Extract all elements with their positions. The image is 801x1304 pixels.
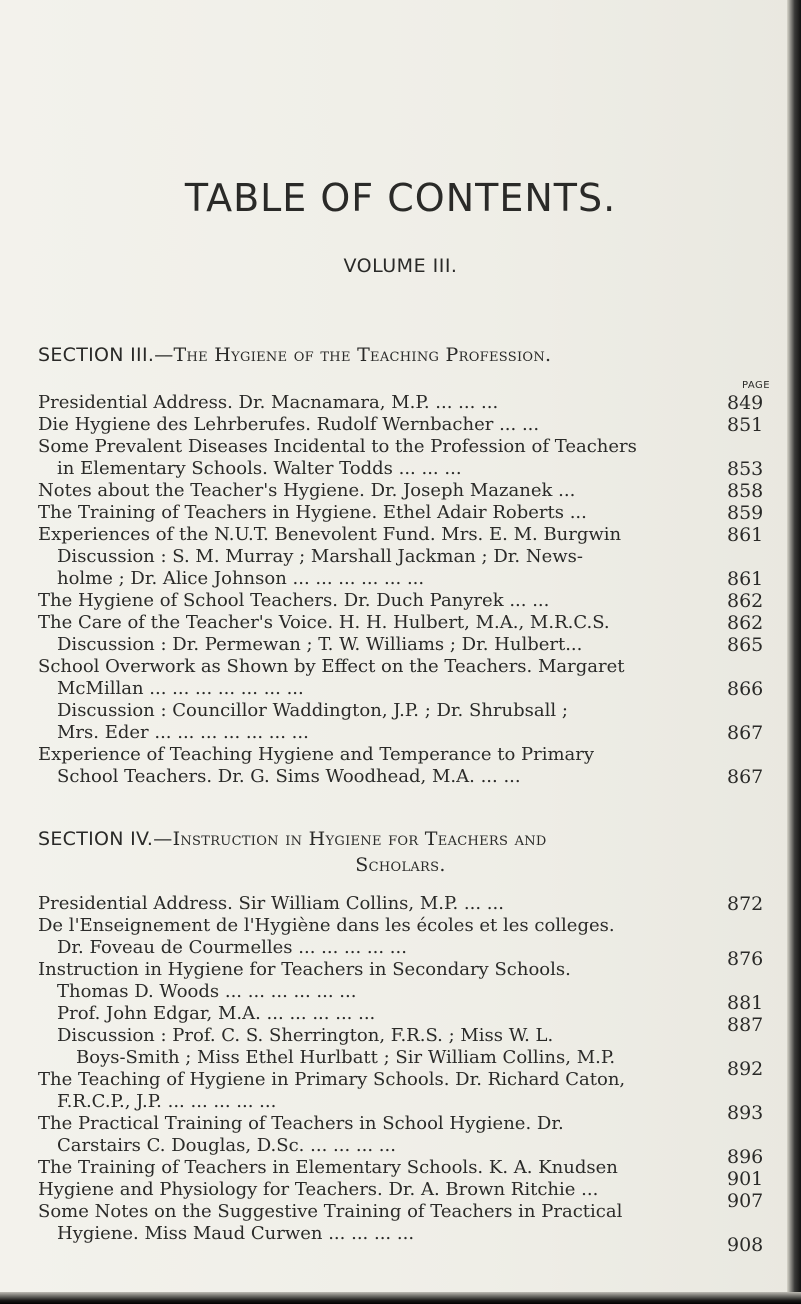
toc-entry-text: holme ; Dr. Alice Johnson ... ... ... ... ... ... bbox=[57, 568, 425, 589]
section-3-heading bbox=[38, 342, 761, 368]
toc-entry-text: The Training of Teachers in Hygiene. Ethel Adair Roberts ... bbox=[38, 502, 587, 523]
toc-entry-page: 887 bbox=[727, 1014, 764, 1036]
section-3-label: SECTION III. bbox=[38, 344, 155, 366]
toc-entry-page: 901 bbox=[727, 1168, 764, 1190]
toc-entry-page: 861 bbox=[727, 524, 764, 546]
toc-entry-text: in Elementary Schools. Walter Todds ... ... ... bbox=[57, 458, 462, 479]
toc-entry-page: 866 bbox=[727, 678, 764, 700]
toc-entry-page: 908 bbox=[727, 1234, 764, 1256]
toc-entry-page: 862 bbox=[727, 590, 764, 612]
toc-entry-text: The Teaching of Hygiene in Primary Schools. Dr. Richard Caton, bbox=[38, 1069, 626, 1090]
toc-entry-page: 876 bbox=[727, 948, 764, 970]
toc-entry-text: The Training of Teachers in Elementary Schools. K. A. Knudsen bbox=[38, 1157, 618, 1178]
toc-entry-text: Carstairs C. Douglas, D.Sc. ... ... ... ... bbox=[57, 1135, 396, 1156]
toc-entry-text: Presidential Address. Dr. Macnamara, M.P. ... ... ... bbox=[38, 392, 499, 413]
section-4-title-line1: Instruction in Hygiene for Teachers and bbox=[172, 828, 547, 850]
toc-entry-text: School Overwork as Shown by Effect on the Teachers. Margaret bbox=[38, 656, 625, 677]
page-title: TABLE OF CONTENTS. bbox=[184, 176, 617, 220]
toc-entry-text: School Teachers. Dr. G. Sims Woodhead, M.A. ... ... bbox=[57, 766, 521, 787]
toc-entry-text: Experience of Teaching Hygiene and Temperance to Primary bbox=[38, 744, 595, 765]
toc-entry-text: Mrs. Eder ... ... ... ... ... ... ... bbox=[57, 722, 309, 743]
toc-entry-text: The Practical Training of Teachers in School Hygiene. Dr. bbox=[38, 1113, 564, 1134]
section-3-dash: — bbox=[154, 344, 174, 366]
toc-entry-text: The Hygiene of School Teachers. Dr. Duch Panyrek ... ... bbox=[38, 590, 550, 611]
toc-entry-page: 893 bbox=[727, 1102, 764, 1124]
section-4-title-line2: Scholars. bbox=[355, 854, 446, 876]
volume-heading: VOLUME III. bbox=[343, 255, 458, 277]
toc-entry-page: 892 bbox=[727, 1058, 764, 1080]
toc-entry-text: Presidential Address. Sir William Collins, M.P. ... ... bbox=[38, 893, 504, 914]
toc-entry-text: Boys-Smith ; Miss Ethel Hurlbatt ; Sir William Collins, M.P. bbox=[76, 1047, 616, 1068]
page-right-edge-shadow bbox=[787, 0, 801, 1304]
toc-entry-text: Die Hygiene des Lehrberufes. Rudolf Wernbacher ... ... bbox=[38, 414, 540, 435]
toc-entry-text: Discussion : Prof. C. S. Sherrington, F.R.S. ; Miss W. L. bbox=[57, 1025, 554, 1046]
toc-entry-text: De l'Enseignement de l'Hygiène dans les écoles et les colleges. bbox=[38, 915, 615, 936]
toc-entry-page: 849 bbox=[727, 392, 764, 414]
toc-entry-page: 861 bbox=[727, 568, 764, 590]
toc-entry-page: 872 bbox=[727, 893, 764, 915]
section-4-heading-cont bbox=[0, 852, 801, 878]
toc-entry-text: Discussion : S. M. Murray ; Marshall Jackman ; Dr. News- bbox=[57, 546, 583, 567]
toc-entry-page: 881 bbox=[727, 992, 764, 1014]
toc-entry-text: Hygiene and Physiology for Teachers. Dr. A. Brown Ritchie ... bbox=[38, 1179, 599, 1200]
toc-entry-text: McMillan ... ... ... ... ... ... ... bbox=[57, 678, 304, 699]
toc-entry-text: Some Prevalent Diseases Incidental to the Profession of Teachers bbox=[38, 436, 637, 457]
toc-entry-text: Discussion : Dr. Permewan ; T. W. Williams ; Dr. Hulbert... bbox=[57, 634, 583, 655]
page-bottom-edge-shadow bbox=[0, 1292, 801, 1304]
toc-entry-page: 851 bbox=[727, 414, 764, 436]
toc-entry-text: Discussion : Councillor Waddington, J.P. ; Dr. Shrubsall ; bbox=[57, 700, 568, 721]
section-4-dash: — bbox=[153, 828, 173, 850]
toc-entry-text: Experiences of the N.U.T. Benevolent Fund. Mrs. E. M. Burgwin bbox=[38, 524, 622, 545]
toc-entry-text: Prof. John Edgar, M.A. ... ... ... ... ... bbox=[57, 1003, 376, 1024]
toc-entry-text: F.R.C.P., J.P. ... ... ... ... ... bbox=[57, 1091, 277, 1112]
toc-entry-page: 862 bbox=[727, 612, 764, 634]
toc-entry-page: 907 bbox=[727, 1190, 764, 1212]
toc-entry-page: 853 bbox=[727, 458, 764, 480]
toc-entry-text: Dr. Foveau de Courmelles ... ... ... ... ... bbox=[57, 937, 407, 958]
toc-entry-page: 867 bbox=[727, 722, 764, 744]
section-3-title: The Hygiene of the Teaching Profession. bbox=[173, 344, 552, 366]
toc-entry-text: Thomas D. Woods ... ... ... ... ... ... bbox=[57, 981, 357, 1002]
toc-entry-text: Hygiene. Miss Maud Curwen ... ... ... ... bbox=[57, 1223, 415, 1244]
page-column-label: PAGE bbox=[742, 380, 771, 391]
toc-entry-text: The Care of the Teacher's Voice. H. H. Hulbert, M.A., M.R.C.S. bbox=[38, 612, 610, 633]
toc-entry-page: 858 bbox=[727, 480, 764, 502]
toc-entry-page: 867 bbox=[727, 766, 764, 788]
toc-entry-text: Notes about the Teacher's Hygiene. Dr. Joseph Mazanek ... bbox=[38, 480, 576, 501]
section-4-label: SECTION IV. bbox=[38, 828, 154, 850]
toc-entry-page: 859 bbox=[727, 502, 764, 524]
toc-entry-page: 896 bbox=[727, 1146, 764, 1168]
section-4-heading bbox=[38, 826, 761, 852]
toc-entry-page: 865 bbox=[727, 634, 764, 656]
toc-entry-text: Some Notes on the Suggestive Training of Teachers in Practical bbox=[38, 1201, 623, 1222]
toc-entry-text: Instruction in Hygiene for Teachers in Secondary Schools. bbox=[38, 959, 571, 980]
